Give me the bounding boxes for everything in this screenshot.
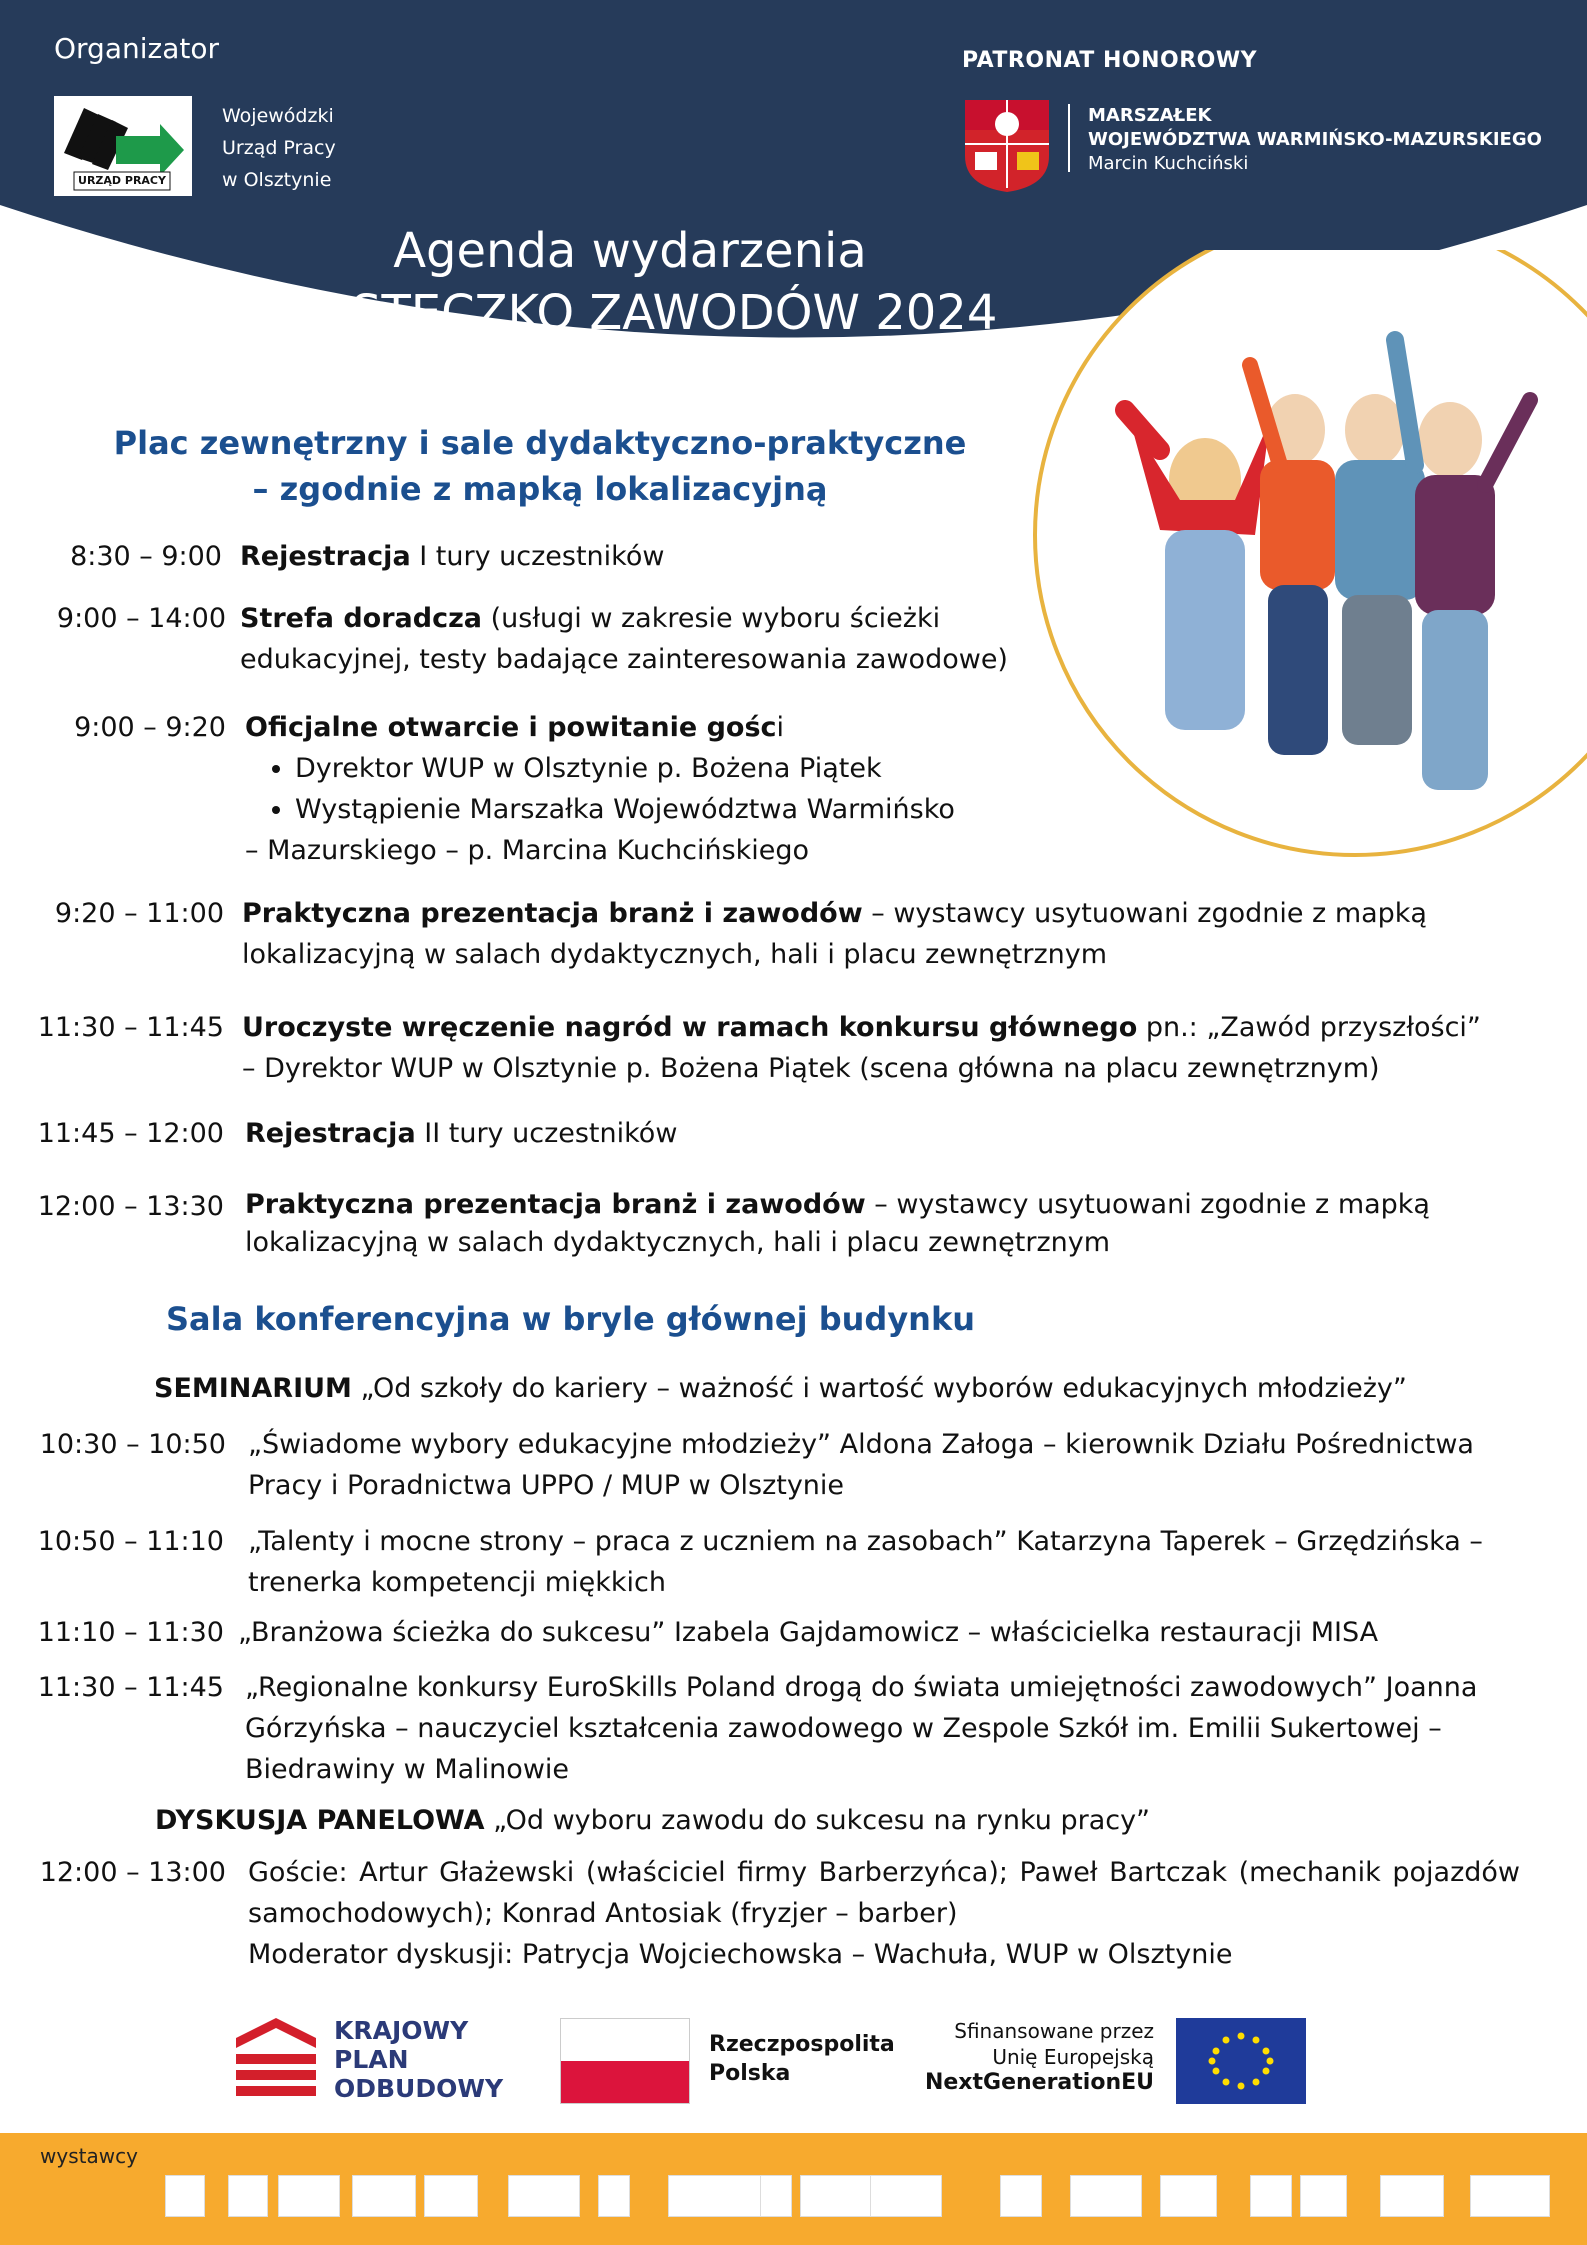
- seminar-time: 10:50 – 11:10: [37, 1526, 224, 1557]
- agenda-desc-rest: II tury uczestników: [415, 1118, 678, 1149]
- agenda-desc: [245, 1186, 1445, 1262]
- marszalek-line: MARSZAŁEK: [1088, 105, 1212, 126]
- agenda-desc-rest: (usługi w zakresie wyboru ścieżki edukacyjnej, testy badające zainteresowania zawodowe): [240, 603, 1008, 675]
- seminar-time: 10:30 – 10:50: [39, 1429, 226, 1460]
- agenda-desc-rest: I tury uczestników: [410, 541, 665, 572]
- agenda-desc-bold: Oficjalne otwarcie i powitanie gośc: [245, 712, 777, 743]
- exhibitor-logo-icon: [1000, 2175, 1042, 2217]
- exhibitors-label: wystawcy: [40, 2144, 138, 2168]
- students-photo: [1030, 250, 1587, 900]
- agenda-desc-bold: Strefa doradcza: [240, 603, 483, 634]
- agenda-title-line2: MIASTECZKO ZAWODÓW 2024: [262, 285, 998, 341]
- marszalek-line: WOJEWÓDZTWA WARMIŃSKO-MAZURSKIEGO: [1088, 129, 1542, 150]
- agenda-desc: [242, 1007, 1502, 1089]
- agenda-desc-rest: – wystawcy usytuowani zgodnie z mapką lokalizacyjną w salach dydaktycznych, hali i placu zewnętrznym: [245, 1189, 1430, 1258]
- panel-moderator: Moderator dyskusji: Patrycja Wojciechowska – Wachuła, WUP w Olsztynie: [248, 1939, 1233, 1970]
- agenda-desc-rest: – wystawcy usytuowani zgodnie z mapką lokalizacyjną w salach dydaktycznych, hali i placu zewnętrznym: [242, 898, 1427, 970]
- agenda-time: 9:00 – 9:20: [74, 712, 226, 743]
- exhibitor-logo-icon: [1470, 2175, 1550, 2217]
- seminar-time: 11:10 – 11:30: [37, 1617, 224, 1648]
- agenda-desc-bold: Rejestracja: [240, 541, 411, 572]
- exhibitor-logo-icon: [760, 2175, 792, 2217]
- agenda-time: 9:00 – 14:00: [56, 603, 226, 634]
- eu-bold: NextGenerationEU: [924, 2070, 1154, 2095]
- seminar-heading: [154, 1368, 1407, 1409]
- agenda-desc-bold: Praktyczna prezentacja branż i zawodów: [242, 898, 863, 929]
- exhibitor-logo-icon: [598, 2175, 630, 2217]
- eu-line: Unię Europejską: [992, 2045, 1154, 2069]
- seminar-time: 11:30 – 11:45: [37, 1672, 224, 1703]
- agenda-desc: [240, 536, 664, 577]
- rp-text: [709, 2030, 895, 2088]
- rp-line: Rzeczpospolita: [709, 2032, 895, 2057]
- panel-heading: [155, 1800, 1150, 1841]
- wup-name-line: Wojewódzki: [222, 105, 334, 127]
- exhibitor-logo-icon: [424, 2175, 478, 2217]
- seminar-desc: „Branżowa ścieżka do sukcesu” Izabela Gajdamowicz – właścicielka restauracji MISA: [238, 1617, 1379, 1648]
- exhibitor-logo-icon: [1070, 2175, 1142, 2217]
- agenda-time: 12:00 – 13:30: [37, 1191, 224, 1222]
- eu-text: [900, 2018, 1154, 2096]
- panel-time: 12:00 – 13:00: [39, 1857, 226, 1888]
- agenda-bullet: • Wystąpienie Marszałka Województwa Warmińsko: [295, 789, 1025, 830]
- agenda-time: 9:20 – 11:00: [54, 898, 224, 929]
- agenda-desc: [240, 598, 1020, 680]
- agenda-time: 11:30 – 11:45: [37, 1012, 224, 1043]
- agenda-bullet: • Dyrektor WUP w Olsztynie p. Bożena Piątek: [295, 748, 1025, 789]
- coat-of-arms-icon: [965, 100, 1049, 192]
- exhibitor-logo-icon: [352, 2175, 416, 2217]
- exhibitor-logo-icon: [278, 2175, 340, 2217]
- wup-logo: [54, 96, 192, 196]
- panel-topic: „Od wyboru zawodu do sukcesu na rynku pracy”: [484, 1805, 1151, 1836]
- agenda-title-line1: Agenda wydarzenia: [393, 223, 867, 279]
- agenda-desc-bold: Rejestracja: [245, 1118, 416, 1149]
- eu-line: Sfinansowane przez: [954, 2019, 1154, 2043]
- exhibitor-logo-icon: [228, 2175, 268, 2217]
- seminar-desc: „Talenty i mocne strony – praca z uczniem na zasobach” Katarzyna Taperek – Grzędzińska – trenerka kompetencji miękkich: [248, 1526, 1483, 1598]
- wup-name-line: w Olsztynie: [222, 169, 332, 191]
- agenda-desc-rest: pn.: „Zawód przyszłości” – Dyrektor WUP w Olsztynie p. Bożena Piątek (scena główna na placu zewnętrznym): [242, 1012, 1481, 1084]
- agenda-desc: [245, 1113, 677, 1154]
- wup-logo-text: URZĄD PRACY: [78, 174, 166, 187]
- section1-title: [100, 420, 980, 512]
- panel-desc: [248, 1852, 1520, 1975]
- panel-label: DYSKUSJA PANELOWA: [155, 1805, 485, 1836]
- kpo-logo-icon: [236, 2018, 316, 2104]
- wup-name: [222, 100, 336, 196]
- panel-guests: Goście: Artur Głażewski (właściciel firmy Barberzyńca); Paweł Bartczak (mechanik pojazdów samochodowych); Konrad Antosiak (fryzjer – barber): [248, 1857, 1520, 1929]
- section1-title-line2: – zgodnie z mapką lokalizacyjną: [252, 470, 828, 508]
- agenda-desc-bold: Uroczyste wręczenie nagród w ramach konkursu głównego: [242, 1012, 1138, 1043]
- agenda-desc: [242, 893, 1442, 975]
- kpo-line: KRAJOWY: [334, 2016, 469, 2045]
- exhibitor-logo-icon: [1160, 2175, 1217, 2217]
- agenda-desc: [245, 707, 1025, 871]
- agenda-desc-tail: – Mazurskiego – p. Marcina Kuchcińskiego: [245, 835, 810, 866]
- exhibitor-logo-icon: [1380, 2175, 1444, 2217]
- seminar-label: SEMINARIUM: [154, 1373, 352, 1404]
- organizer-label: Organizator: [54, 32, 219, 65]
- seminar-topic: „Od szkoły do kariery – ważność i wartość wyborów edukacyjnych młodzieży”: [351, 1373, 1407, 1404]
- agenda-time: 11:45 – 12:00: [37, 1118, 224, 1149]
- eu-flag-icon: [1176, 2018, 1306, 2104]
- seminar-desc: „Świadome wybory edukacyjne młodzieży” Aldona Załoga – kierownik Działu Pośrednictwa Pracy i Poradnictwa UPPO / MUP w Olsztynie: [248, 1429, 1474, 1501]
- exhibitor-logo-icon: [508, 2175, 580, 2217]
- patronat-title: PATRONAT HONOROWY: [962, 48, 1258, 73]
- marszalek-name: [1088, 104, 1542, 176]
- section1-title-line1: Plac zewnętrzny i sale dydaktyczno-praktyczne: [113, 424, 967, 462]
- wup-name-line: Urząd Pracy: [222, 137, 336, 159]
- kpo-line: PLAN: [334, 2045, 409, 2074]
- polish-flag-icon: [560, 2018, 690, 2104]
- agenda-bullets: [245, 748, 1025, 830]
- exhibitor-logo-icon: [870, 2175, 942, 2217]
- seminar-desc: „Regionalne konkursy EuroSkills Poland drogą do świata umiejętności zawodowych” Joanna Górzyńska – nauczyciel kształcenia zawodowego w Zespole Szkół im. Emilii Sukertowej – Biedrawiny w Malinowie: [245, 1672, 1478, 1785]
- marszalek-divider: [1068, 104, 1070, 172]
- marszalek-line: Marcin Kuchciński: [1088, 153, 1249, 174]
- agenda-title: [230, 220, 1030, 344]
- agenda-desc-bold: Praktyczna prezentacja branż i zawodów: [245, 1189, 866, 1220]
- section2-title: Sala konferencyjna w bryle głównej budynku: [166, 1300, 976, 1338]
- kpo-logo-text: [334, 2016, 503, 2103]
- exhibitor-logo-icon: [1300, 2175, 1347, 2217]
- agenda-desc-rest: i: [776, 712, 785, 743]
- exhibitor-logo-icon: [1250, 2175, 1292, 2217]
- exhibitor-logo-icon: [165, 2175, 205, 2217]
- kpo-line: ODBUDOWY: [334, 2074, 504, 2103]
- exhibitor-logo-icon: [40, 2175, 110, 2215]
- rp-line: Polska: [709, 2061, 791, 2086]
- agenda-time: 8:30 – 9:00: [70, 541, 222, 572]
